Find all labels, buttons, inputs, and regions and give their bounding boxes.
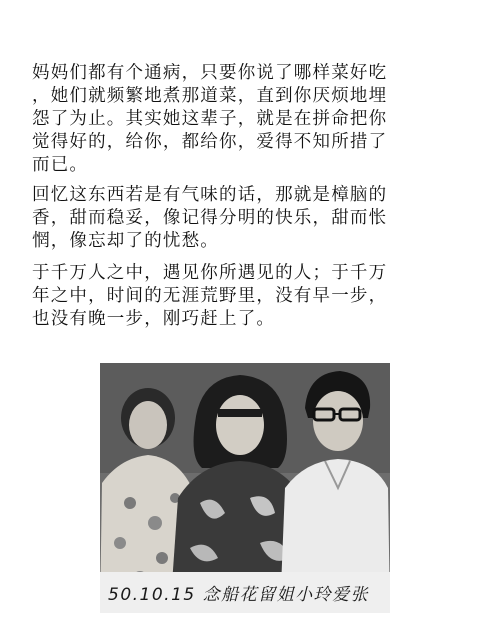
paragraph-memory-camphor: 回忆这东西若是有气味的话，那就是樟脑的 香，甜而稳妥，像记得分明的快乐，甜而怅 惘，像忘却了的忧愁。	[32, 185, 388, 251]
paragraph-mothers: 妈妈们都有个通病，只要你说了哪样菜好吃 ，她们就频繁地煮那道菜，直到你厌烦地埋 怨了为止。其实她这辈子，就是在拼命把你 觉得好的，给你，都给你，爱得不知所措了 而已。	[32, 63, 388, 175]
paragraph-meeting: 于千万人之中，遇见你所遇见的人；于千万 年之中，时间的无涯荒野里，没有早一步， 也没有晚一步，刚巧赶上了。	[32, 263, 388, 329]
photo-caption: 50.10.15 念船花留姐小玲爱张	[100, 572, 390, 613]
